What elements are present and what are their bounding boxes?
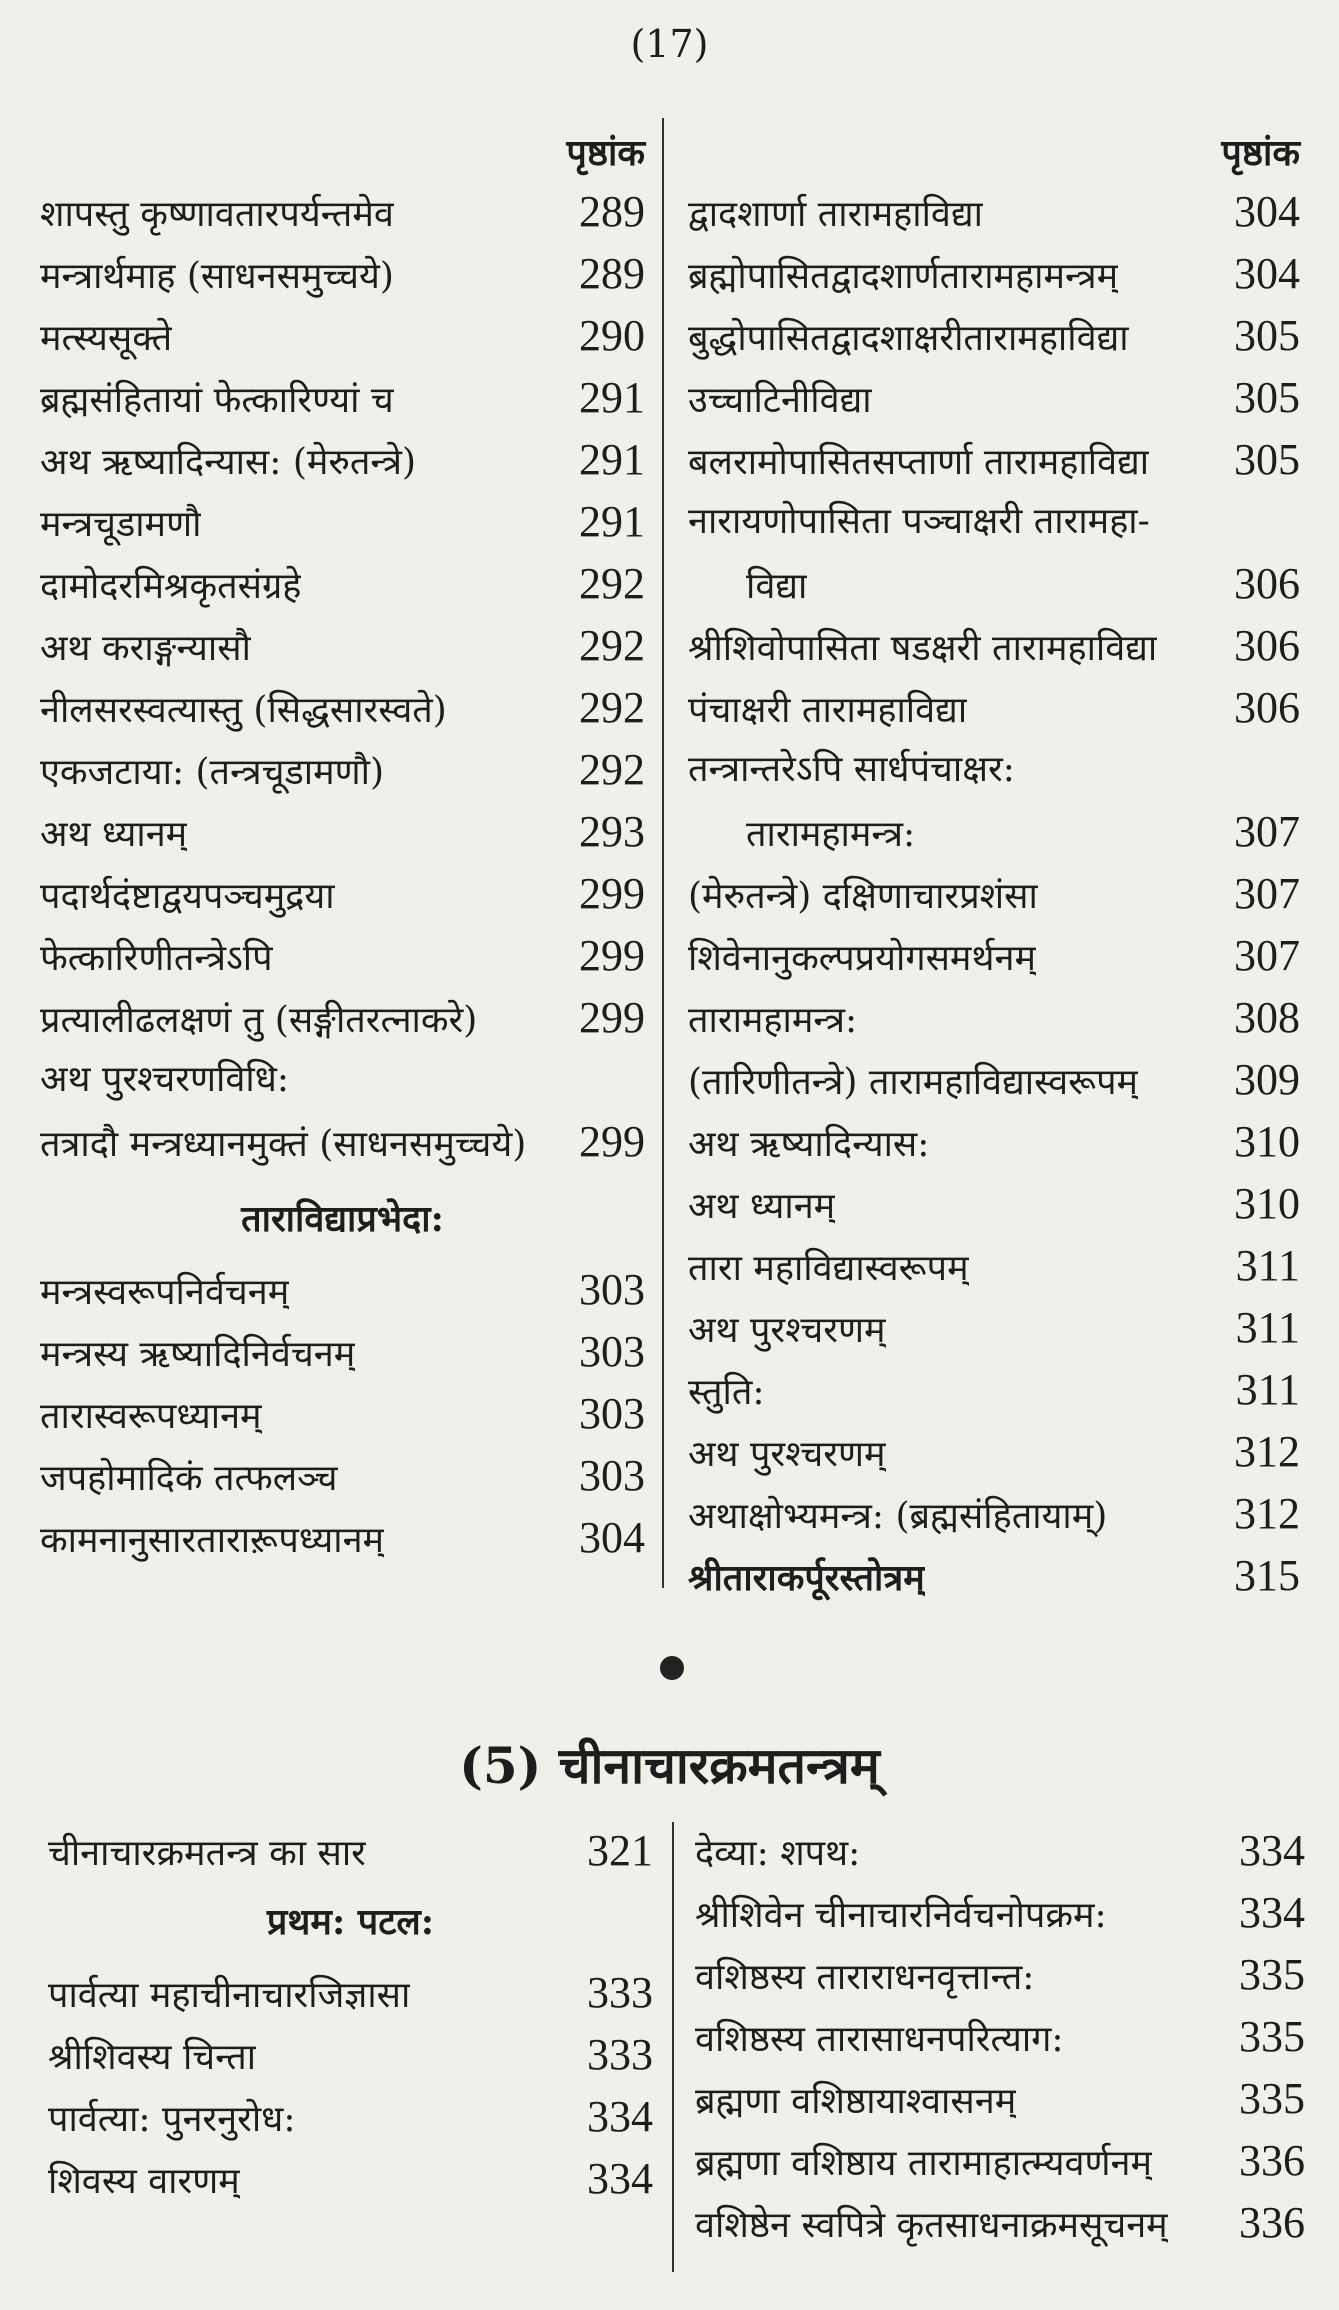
toc-entry-page: 333 bbox=[587, 1968, 653, 2017]
toc-entry-page: 304 bbox=[1234, 187, 1300, 236]
toc-entry bbox=[688, 801, 1300, 863]
toc-entry-page: 311 bbox=[1235, 1303, 1300, 1352]
toc-entry-title: अथ कराङ्गन्यासौ bbox=[40, 628, 251, 669]
toc-entry-page: 315 bbox=[1234, 1551, 1300, 1600]
toc-entry-title: पार्वत्या: पुनरनुरोध: bbox=[48, 2099, 296, 2140]
toc-entry-title: शिवस्य वारणम् bbox=[48, 2161, 240, 2202]
toc-entry-page: 333 bbox=[587, 2030, 653, 2079]
toc-entry-title: ब्रह्मणा वशिष्ठाय तारामाहात्म्यवर्णनम् bbox=[695, 2143, 1153, 2184]
toc-entry-page: 299 bbox=[579, 869, 645, 918]
toc-entry-title: ब्रह्मसंहितायां फेत्कारिण्यां च bbox=[40, 380, 394, 421]
toc-entry bbox=[688, 677, 1300, 739]
toc-entry bbox=[40, 305, 645, 367]
toc-entry bbox=[48, 2086, 653, 2148]
toc-entry bbox=[688, 243, 1300, 305]
toc-entry-page: 292 bbox=[579, 559, 645, 608]
column-divider-top bbox=[662, 118, 664, 1588]
toc-entry bbox=[40, 1445, 645, 1507]
toc-entry-title: तारा महाविद्यास्वरूपम् bbox=[688, 1248, 969, 1289]
toc-entry-page: 303 bbox=[579, 1389, 645, 1438]
toc-entry-title: श्रीताराकर्पूरस्तोत्रम् bbox=[688, 1557, 925, 1599]
toc-entry-page: 305 bbox=[1234, 311, 1300, 360]
toc-entry bbox=[40, 987, 645, 1049]
bottom-left-column bbox=[48, 1820, 653, 2210]
toc-entry-title: फेत्कारिणीतन्त्रेऽपि bbox=[40, 938, 273, 979]
toc-entry-title: स्तुति: bbox=[688, 1372, 765, 1413]
toc-entry-title: तन्त्रान्तरेऽपि सार्धपंचाक्षर: bbox=[688, 749, 1015, 790]
toc-entry bbox=[688, 1049, 1300, 1111]
toc-entry bbox=[695, 2068, 1305, 2130]
toc-entry bbox=[688, 987, 1300, 1049]
toc-entry bbox=[40, 739, 645, 801]
toc-entry-page: 334 bbox=[587, 2092, 653, 2141]
toc-entry-page: 335 bbox=[1239, 2074, 1305, 2123]
separator-dot bbox=[660, 1656, 684, 1680]
toc-entry-page: 305 bbox=[1234, 373, 1300, 422]
toc-entry bbox=[688, 1483, 1300, 1545]
toc-entry-page: 335 bbox=[1239, 1950, 1305, 1999]
toc-entry-page: 306 bbox=[1234, 559, 1300, 608]
toc-entry-page: 312 bbox=[1234, 1489, 1300, 1538]
toc-entry-title: प्रत्यालीढलक्षणं तु (सङ्गीतरत्नाकरे) bbox=[40, 1000, 478, 1041]
toc-entry bbox=[688, 863, 1300, 925]
toc-entry bbox=[40, 491, 645, 553]
toc-entry-page: 311 bbox=[1235, 1365, 1300, 1414]
toc-entry-title: तारास्वरूपध्यानम् bbox=[40, 1396, 262, 1437]
toc-entry bbox=[688, 181, 1300, 243]
toc-entry-page: 299 bbox=[579, 1117, 645, 1166]
toc-entry-title: शापस्तु कृष्णावतारपर्यन्तमेव bbox=[40, 194, 394, 235]
toc-entry-title: ब्रह्मोपासितद्वादशार्णतारामहामन्त्रम् bbox=[688, 256, 1119, 297]
toc-entry-title: शिवेनानुकल्पप्रयोगसमर्थनम् bbox=[688, 938, 1036, 979]
toc-entry bbox=[688, 429, 1300, 491]
toc-entry-title: वशिष्ठस्य ताराराधनवृत्तान्त: bbox=[695, 1957, 1035, 1998]
toc-entry bbox=[40, 863, 645, 925]
toc-entry bbox=[688, 615, 1300, 677]
toc-entry-page: 292 bbox=[579, 621, 645, 670]
chapter-title: (5) चीनाचारक्रमतन्त्रम् bbox=[459, 1736, 880, 1795]
toc-entry-title: श्रीशिवस्य चिन्ता bbox=[48, 2037, 257, 2078]
toc-entry-page: 306 bbox=[1234, 621, 1300, 670]
toc-entry-page: 310 bbox=[1234, 1117, 1300, 1166]
toc-entry-title: पंचाक्षरी तारामहाविद्या bbox=[688, 690, 968, 731]
toc-entry-page: 309 bbox=[1234, 1055, 1300, 1104]
toc-entry bbox=[688, 925, 1300, 987]
toc-entry-title: मत्स्यसूक्ते bbox=[40, 318, 173, 359]
toc-entry-title: अथ पुरश्चरणविधि: bbox=[40, 1059, 289, 1100]
toc-entry-title: श्रीशिवोपासिता षडक्षरी तारामहाविद्या bbox=[688, 628, 1158, 669]
toc-entry bbox=[688, 1235, 1300, 1297]
top-left-column bbox=[40, 125, 645, 1569]
toc-entry-title: तारामहामन्त्र: bbox=[688, 1000, 858, 1041]
toc-entry-page: 336 bbox=[1239, 2136, 1305, 2185]
toc-entry-page: 334 bbox=[1239, 1826, 1305, 1875]
toc-entry bbox=[695, 2130, 1305, 2192]
column-divider-bottom bbox=[672, 1822, 674, 2272]
toc-entry-title: (तारिणीतन्त्रे) तारामहाविद्यास्वरूपम् bbox=[688, 1062, 1139, 1103]
toc-entry bbox=[695, 1882, 1305, 1944]
toc-entry-title: दामोदरमिश्रकृतसंग्रहे bbox=[40, 566, 302, 607]
toc-entry-title: मन्त्रस्वरूपनिर्वचनम् bbox=[40, 1272, 290, 1313]
toc-entry-title: अथ पुरश्चरणम् bbox=[688, 1310, 886, 1351]
toc-entry bbox=[688, 553, 1300, 615]
toc-entry-title: अथ ध्यानम् bbox=[688, 1186, 836, 1227]
toc-entry bbox=[695, 2006, 1305, 2068]
toc-entry bbox=[40, 925, 645, 987]
toc-entry-title: पदार्थदंष्टाद्वयपञ्चमुद्रया bbox=[40, 876, 335, 917]
toc-entry-title: विद्या bbox=[746, 566, 808, 607]
toc-entry-page: 305 bbox=[1234, 435, 1300, 484]
toc-entry-title: उच्चाटिनीविद्या bbox=[688, 380, 872, 421]
toc-entry-page: 303 bbox=[579, 1327, 645, 1376]
toc-entry bbox=[695, 2192, 1305, 2254]
toc-entry bbox=[688, 1545, 1300, 1607]
toc-entry bbox=[688, 367, 1300, 429]
toc-entry-title: वशिष्ठस्य तारासाधनपरित्याग: bbox=[695, 2019, 1064, 2060]
toc-entry-page: 293 bbox=[579, 807, 645, 856]
toc-entry-title: अथ ऋष्यादिन्यास: bbox=[688, 1124, 930, 1165]
toc-entry-page: 334 bbox=[587, 2154, 653, 2203]
toc-entry-title: मन्त्रार्थमाह (साधनसमुच्चये) bbox=[40, 256, 394, 297]
toc-entry bbox=[48, 1962, 653, 2024]
toc-entry-title: तत्रादौ मन्त्रध्यानमुक्तं (साधनसमुच्चये) bbox=[40, 1124, 527, 1165]
toc-entry-page: 334 bbox=[1239, 1888, 1305, 1937]
toc-entry bbox=[688, 491, 1300, 553]
page-number: (17) bbox=[630, 22, 709, 66]
section-heading: ताराविद्याप्रभेदा: bbox=[241, 1198, 444, 1240]
toc-entry bbox=[695, 1944, 1305, 2006]
toc-entry-page: 291 bbox=[579, 435, 645, 484]
toc-entry bbox=[40, 367, 645, 429]
toc-entry bbox=[40, 615, 645, 677]
page-column-header: पृष्ठांक bbox=[1221, 132, 1300, 174]
toc-entry-title: नीलसरस्वत्यास्तु (सिद्धसारस्वते) bbox=[40, 690, 447, 731]
toc-entry-page: 307 bbox=[1234, 931, 1300, 980]
toc-entry bbox=[695, 1820, 1305, 1882]
toc-entry bbox=[40, 1111, 645, 1173]
toc-entry-page: 289 bbox=[579, 249, 645, 298]
toc-entry bbox=[40, 181, 645, 243]
toc-entry-title: बुद्धोपासितद्वादशाक्षरीतारामहाविद्या bbox=[688, 318, 1129, 359]
section-heading: प्रथम: पटल: bbox=[266, 1901, 435, 1943]
toc-entry-title: अथ ध्यानम् bbox=[40, 814, 188, 855]
top-right-column bbox=[688, 125, 1300, 1607]
toc-entry-page: 303 bbox=[579, 1265, 645, 1314]
toc-entry-title: अथ ऋष्यादिन्यास: (मेरुतन्त्रे) bbox=[40, 442, 417, 483]
toc-entry-page: 335 bbox=[1239, 2012, 1305, 2061]
toc-entry-title: वशिष्ठेन स्वपित्रे कृतसाधनाक्रमसूचनम् bbox=[695, 2205, 1168, 2246]
page-column-header: पृष्ठांक bbox=[566, 132, 645, 174]
toc-entry-page: 312 bbox=[1234, 1427, 1300, 1476]
toc-entry-page: 299 bbox=[579, 931, 645, 980]
toc-entry-page: 289 bbox=[579, 187, 645, 236]
toc-entry bbox=[40, 801, 645, 863]
toc-entry-title: बलरामोपासितसप्तार्णा तारामहाविद्या bbox=[688, 442, 1150, 483]
toc-entry-title: कामनानुसारताराऱूपध्यानम् bbox=[40, 1520, 385, 1561]
toc-entry-title: पार्वत्या महाचीनाचारजिज्ञासा bbox=[48, 1975, 411, 2016]
toc-entry-title: श्रीशिवेन चीनाचारनिर्वचनोपक्रम: bbox=[695, 1895, 1107, 1936]
toc-entry-page: 321 bbox=[587, 1826, 653, 1875]
toc-entry-page: 310 bbox=[1234, 1179, 1300, 1228]
toc-entry-page: 303 bbox=[579, 1451, 645, 1500]
toc-entry-title: जपहोमादिकं तत्फलञ्च bbox=[40, 1458, 338, 1499]
toc-entry-page: 290 bbox=[579, 311, 645, 360]
toc-entry bbox=[40, 1507, 645, 1569]
toc-entry-page: 299 bbox=[579, 993, 645, 1042]
toc-entry-title: एकजटाया: (तन्त्रचूडामणौ) bbox=[40, 752, 385, 793]
toc-entry-title: अथ पुरश्चरणम् bbox=[688, 1434, 886, 1475]
toc-entry-title: नारायणोपासिता पञ्चाक्षरी तारामहा- bbox=[688, 501, 1150, 542]
toc-entry bbox=[40, 1259, 645, 1321]
toc-entry-title: अथाक्षोभ्यमन्त्र: (ब्रह्मसंहितायाम्) bbox=[688, 1496, 1108, 1537]
toc-entry bbox=[688, 1297, 1300, 1359]
toc-entry-title: चीनाचारक्रमतन्त्र का सार bbox=[48, 1833, 366, 1874]
toc-entry bbox=[48, 2024, 653, 2086]
toc-entry-title: तारामहामन्त्र: bbox=[746, 814, 916, 855]
toc-entry-page: 292 bbox=[579, 745, 645, 794]
toc-entry-page: 304 bbox=[579, 1513, 645, 1562]
toc-entry-page: 308 bbox=[1234, 993, 1300, 1042]
toc-entry bbox=[40, 429, 645, 491]
toc-entry-title: ब्रह्मणा वशिष्ठायाश्वासनम् bbox=[695, 2081, 1017, 2122]
toc-entry-title: मन्त्रचूडामणौ bbox=[40, 504, 202, 545]
toc-entry-page: 306 bbox=[1234, 683, 1300, 732]
toc-entry bbox=[48, 2148, 653, 2210]
toc-entry-page: 307 bbox=[1234, 807, 1300, 856]
toc-entry-page: 307 bbox=[1234, 869, 1300, 918]
toc-entry-title: द्वादशार्णा तारामहाविद्या bbox=[688, 194, 983, 235]
toc-entry bbox=[688, 1173, 1300, 1235]
toc-entry bbox=[688, 739, 1300, 801]
toc-entry-title: (मेरुतन्त्रे) दक्षिणाचारप्रशंसा bbox=[688, 876, 1038, 917]
toc-entry bbox=[688, 1421, 1300, 1483]
toc-entry bbox=[40, 677, 645, 739]
toc-entry-page: 311 bbox=[1235, 1241, 1300, 1290]
toc-entry-title: मन्त्रस्य ऋष्यादिनिर्वचनम् bbox=[40, 1334, 356, 1375]
toc-entry-page: 291 bbox=[579, 373, 645, 422]
toc-entry bbox=[688, 305, 1300, 367]
bottom-right-column bbox=[695, 1820, 1305, 2254]
toc-entry bbox=[40, 1383, 645, 1445]
toc-entry bbox=[40, 1321, 645, 1383]
toc-entry-page: 304 bbox=[1234, 249, 1300, 298]
toc-entry bbox=[48, 1820, 653, 1882]
toc-entry bbox=[688, 1111, 1300, 1173]
toc-entry-page: 291 bbox=[579, 497, 645, 546]
toc-entry-title: देव्या: शपथ: bbox=[695, 1833, 861, 1874]
toc-entry bbox=[40, 1049, 645, 1111]
toc-entry-page: 336 bbox=[1239, 2198, 1305, 2247]
toc-entry-page: 292 bbox=[579, 683, 645, 732]
toc-entry bbox=[40, 553, 645, 615]
toc-entry bbox=[40, 243, 645, 305]
toc-entry bbox=[688, 1359, 1300, 1421]
